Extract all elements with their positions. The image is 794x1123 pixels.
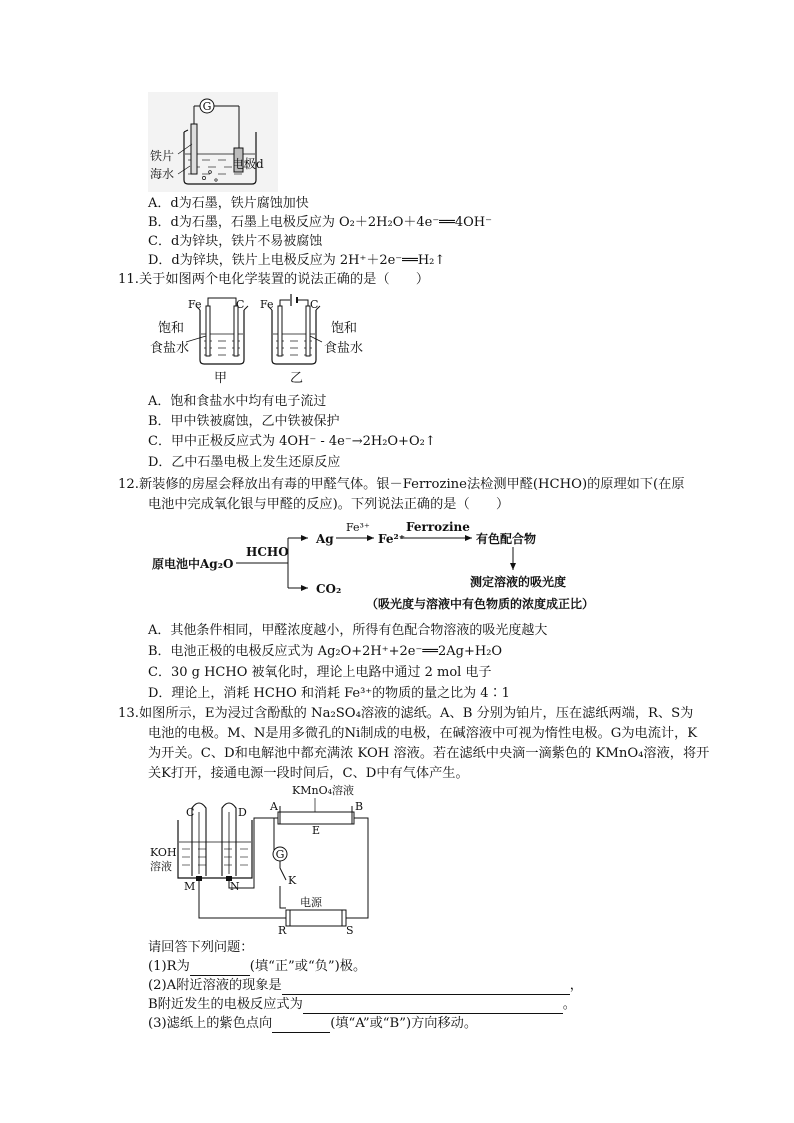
q12-flow-diagram <box>148 518 598 618</box>
q13-r-label: R <box>278 924 287 937</box>
q13-part-1-text-a: (1)R为 <box>148 959 190 974</box>
q12-stem-line-1: 12.新装修的房屋会释放出有毒的甲醛气体。银－Ferrozine法检测甲醛(HCHO)的原理如下(在原 <box>118 477 685 492</box>
q13-c-label: C <box>186 806 195 819</box>
q12-option-b: B．电池正极的电极反应式为 Ag₂O+2H⁺+2e⁻══2Ag+H₂O <box>148 644 503 659</box>
q10-option-c: C．d为锌块，铁片不易被腐蚀 <box>148 234 323 249</box>
q12-flow-co2: CO₂ <box>316 582 342 596</box>
q12-flow-note: （吸光度与溶液中有色物质的浓度成正比） <box>366 597 595 611</box>
filter-paper-e <box>278 812 354 824</box>
q11-caption-yi: 乙 <box>290 371 304 386</box>
q11-option-b: B．甲中铁被腐蚀，乙中铁被保护 <box>148 414 340 429</box>
q10-option-d: D．d为锌块，铁片上电极反应为 2H⁺＋2e⁻══H₂↑ <box>148 253 446 268</box>
q13-stem-line-4: 关K打开，接通电源一段时间后，C、D中有气体产生。 <box>148 766 469 781</box>
q11-right-label-2: 食盐水 <box>324 341 364 356</box>
q12-flow-start: 原电池中Ag₂O <box>152 557 234 571</box>
q11-option-c: C．甲中正极反应式为 4OH⁻ - 4e⁻→2H₂O+O₂↑ <box>148 434 436 449</box>
q12-flow-fe3: Fe³⁺ <box>346 521 370 534</box>
q13-stem-line-1: 13.如图所示，E为浸过含酚酞的 Na₂SO₄溶液的滤纸。A、B 分别为铂片，压在滤纸两端，R、S为 <box>118 706 694 721</box>
q12-option-a: A．其他条件相同，甲醛浓度越小，所得有色配合物溶液的吸光度越大 <box>148 623 548 638</box>
q13-koh-label-2: 溶液 <box>150 860 172 873</box>
q13-part-2b-text-end: 。 <box>562 997 576 1012</box>
q11-left-label-2: 食盐水 <box>150 341 190 356</box>
q11-jia-c: C <box>236 298 245 311</box>
q13-answer-2a-blank[interactable] <box>282 980 570 995</box>
q13-stem-line-3: 为开关。C、D和电解池中都充满浓 KOH 溶液。若在滤纸中央滴一滴紫色的 KMnO₄溶液，将开 <box>148 746 710 761</box>
q13-stem-line-2: 电池的电极。M、N是用多微孔的Ni制成的电极，在碱溶液中可视为惰性电极。G为电流计，K <box>148 726 698 741</box>
q13-m-label: M <box>184 880 196 893</box>
q12-flow-complex: 有色配合物 <box>476 532 537 546</box>
q13-e-label: E <box>312 824 321 837</box>
q13-part-2b <box>148 995 576 1014</box>
q10-label-seawater: 海水 <box>150 167 175 181</box>
q13-a-label: A <box>270 800 278 813</box>
q13-prompt: 请回答下列问题： <box>148 940 254 955</box>
iron-plate <box>191 124 197 174</box>
q12-option-d: D．理论上，消耗 HCHO 和消耗 Fe³⁺的物质的量之比为 4∶1 <box>148 686 510 701</box>
q13-part-2-text-end: ， <box>569 978 583 993</box>
q13-kmno4-label: KMnO₄溶液 <box>292 784 354 797</box>
q13-part-1 <box>148 957 366 976</box>
q13-koh-label-1: KOH <box>150 846 177 859</box>
q13-part-2b-text-a: B附近发生的电极反应式为 <box>148 997 303 1012</box>
q13-part-1-text-b: (填“正”或“负”)极。 <box>249 959 367 974</box>
q11-yi-fe: Fe <box>260 298 274 311</box>
q11-right-label-1: 饱和 <box>331 321 358 336</box>
q13-part-2 <box>148 976 583 995</box>
q13-answer-1-blank[interactable] <box>190 961 250 976</box>
q12-stem-line-2: 电池中完成氧化银与甲醛的反应)。下列说法正确的是（ ） <box>148 497 510 512</box>
q10-option-a: A．d为石墨，铁片腐蚀加快 <box>148 196 309 211</box>
q13-d-label: D <box>238 806 247 819</box>
q13-answer-2b-blank[interactable] <box>303 999 563 1014</box>
electrode-m <box>196 876 202 881</box>
q12-flow-ag: Ag <box>316 532 334 546</box>
q11-stem: 11.关于如图两个电化学装置的说法正确的是（ ） <box>118 272 430 287</box>
q12-flow-fe2: Fe²⁺ <box>378 532 406 546</box>
q13-s-label: S <box>346 924 354 937</box>
q13-circuit-diagram <box>150 784 390 937</box>
q11-jia-fe: Fe <box>188 298 202 311</box>
q11-caption-jia: 甲 <box>214 371 228 386</box>
q11-option-a: A．饱和食盐水中均有电子流过 <box>148 394 327 409</box>
q11-yi-c: C <box>310 298 319 311</box>
q11-left-label-1: 饱和 <box>158 321 185 336</box>
q13-k-label: K <box>288 874 297 887</box>
q12-flow-measure: 测定溶液的吸光度 <box>470 575 567 589</box>
q13-b-label: B <box>355 800 364 813</box>
q12-flow-ferrozine: Ferrozine <box>406 520 470 534</box>
q10-option-b: B．d为石墨，石墨上电极反应为 O₂＋2H₂O＋4e⁻══4OH⁻ <box>148 215 492 230</box>
power-supply <box>286 910 346 926</box>
q13-answer-3-blank[interactable] <box>272 1018 330 1033</box>
q13-part-2-text-a: (2)A附近溶液的现象是 <box>148 978 282 993</box>
q12-flow-hcho: HCHO <box>246 545 289 559</box>
q13-g-label: G <box>275 848 285 861</box>
q13-part-3 <box>148 1014 477 1033</box>
q13-part-3-text-b: (填“A”或“B”)方向移动。 <box>330 1016 478 1031</box>
q13-n-label: N <box>230 880 240 893</box>
q10-label-electrode-d: 电极d <box>232 157 264 171</box>
q11-option-d: D．乙中石墨电极上发生还原反应 <box>148 455 341 470</box>
q13-part-3-text-a: (3)滤纸上的紫色点向 <box>148 1016 273 1031</box>
q13-power-label: 电源 <box>300 896 322 909</box>
q12-option-c: C．30 g HCHO 被氧化时，理论上电路中通过 2 mol 电子 <box>148 665 492 680</box>
galvanometer-label: G <box>202 100 212 113</box>
q10-label-iron: 铁片 <box>150 149 175 163</box>
